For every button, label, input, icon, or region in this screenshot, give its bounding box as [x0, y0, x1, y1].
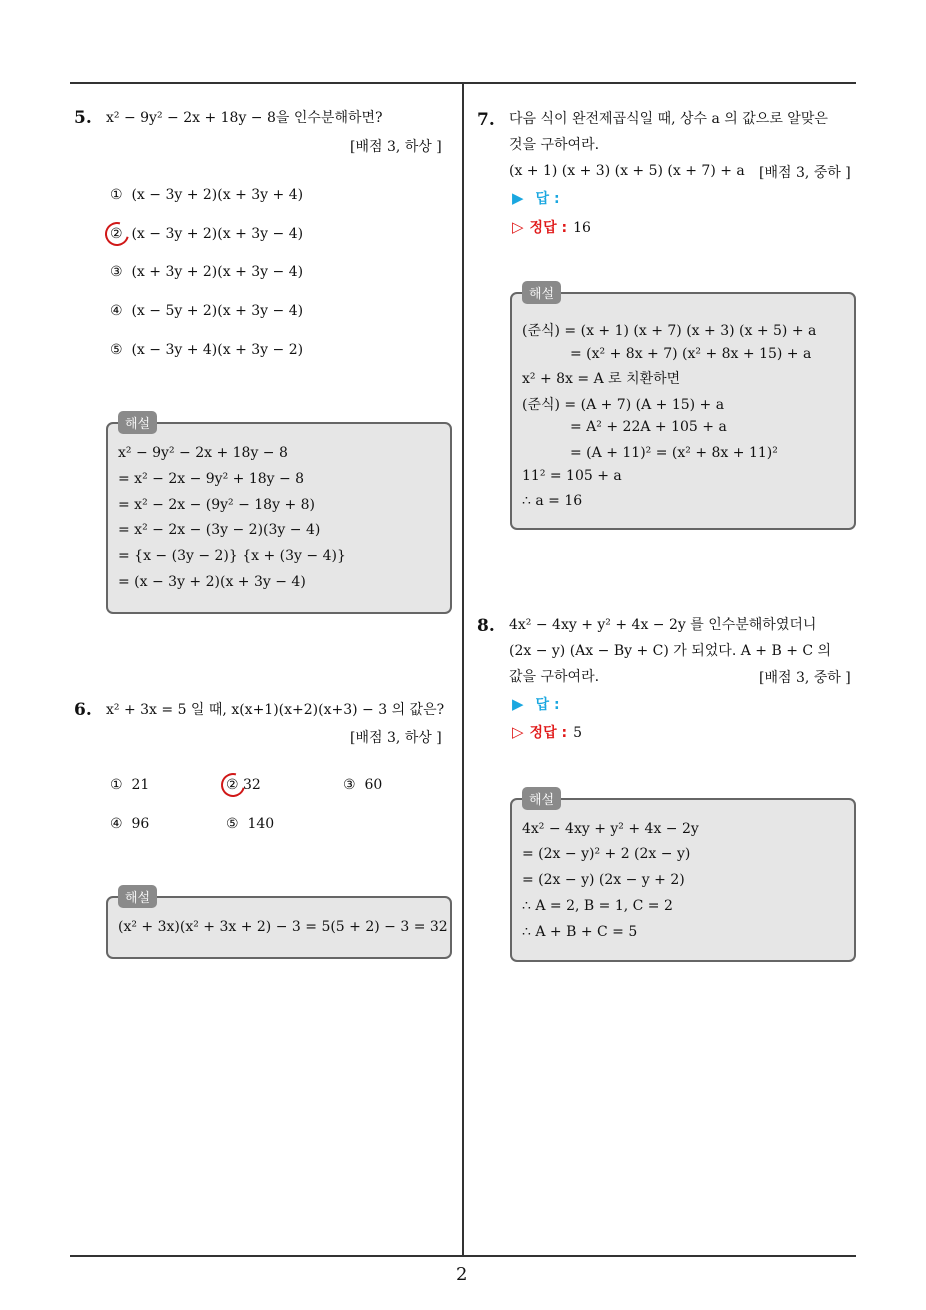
score-difficulty: [배점 3, 중하 ] [759, 670, 851, 686]
question-expression: (x + 1) (x + 3) (x + 5) (x + 7) + a [509, 163, 745, 179]
column-divider [462, 84, 464, 1256]
choice-mark: ③ [343, 777, 356, 793]
solution-line: 4x² − 4xy + y² + 4x − 2y [522, 821, 699, 837]
choice-5[interactable] [110, 342, 303, 358]
choice-text: (x − 3y + 4)(x + 3y − 2) [131, 342, 304, 358]
outline-triangle-icon: ▷ [512, 723, 524, 741]
question-number: 8. [477, 616, 495, 636]
choice-text: (x + 3y + 2)(x + 3y − 4) [131, 264, 304, 280]
choice-text: 21 [131, 777, 150, 793]
question-stem-line-3: 값을 구하여라. [509, 669, 600, 685]
choice-1[interactable] [110, 777, 149, 793]
solution-line: = {x − (3y − 2)} {x + (3y − 4)} [118, 548, 346, 564]
choice-mark: ⑤ [226, 816, 239, 832]
score-difficulty: [배점 3, 하상 ] [350, 139, 442, 155]
choice-text: (x − 5y + 2)(x + 3y − 4) [131, 303, 304, 319]
question-stem-line-1: 4x² − 4xy + y² + 4x − 2y 를 인수분해하였더니 [509, 617, 817, 633]
question-stem-line-1: 다음 식이 완전제곱식일 때, 상수 a 의 값으로 알맞은 [509, 111, 828, 127]
score-difficulty: [배점 3, 하상 ] [350, 730, 442, 746]
answer-row[interactable] [512, 694, 560, 714]
choice-5[interactable] [226, 816, 274, 832]
correct-label: 정답 : [529, 725, 568, 741]
solution-line: = (2x − y) (2x − y + 2) [522, 872, 685, 888]
choice-mark: ② [110, 226, 123, 242]
solution-line: x² − 9y² − 2x + 18y − 8 [118, 445, 288, 461]
answer-label: 답 : [535, 191, 560, 207]
question-number: 6. [74, 700, 92, 720]
choice-mark: ① [110, 187, 123, 203]
answer-row[interactable] [512, 188, 560, 208]
solution-line: = (x − 3y + 2)(x + 3y − 4) [118, 574, 306, 590]
choice-3[interactable] [110, 264, 303, 280]
choice-text: 140 [247, 816, 275, 832]
question-number: 7. [477, 110, 495, 130]
play-icon: ▶ [512, 189, 524, 207]
solution-line: ∴ A + B + C = 5 [522, 924, 638, 940]
choice-text: (x − 3y + 2)(x + 3y − 4) [131, 226, 304, 242]
solution-line: (준식) = (x + 1) (x + 7) (x + 3) (x + 5) + a [522, 323, 817, 339]
choice-2[interactable] [226, 777, 261, 793]
question-stem-line-2: (2x − y) (Ax − By + C) 가 되었다. A + B + C 의 [509, 643, 832, 659]
solution-label: 해설 [522, 787, 561, 810]
solution-line: = x² − 2x − (3y − 2)(3y − 4) [118, 522, 321, 538]
choice-mark: ⑤ [110, 342, 123, 358]
choice-mark: ④ [110, 816, 123, 832]
choice-text: 32 [243, 777, 261, 793]
choice-mark: ① [110, 777, 123, 793]
solution-line: = x² − 2x − 9y² + 18y − 8 [118, 471, 305, 487]
bottom-rule [70, 1255, 856, 1257]
question-stem: x² − 9y² − 2x + 18y − 8을 인수분해하면? [106, 110, 383, 126]
choice-2[interactable] [110, 226, 303, 242]
choice-mark: ② [226, 777, 239, 793]
solution-line: x² + 8x = A 로 치환하면 [522, 371, 681, 387]
correct-answer-row [512, 722, 582, 742]
answer-label: 답 : [535, 697, 560, 713]
question-stem: x² + 3x = 5 일 때, x(x+1)(x+2)(x+3) − 3 의 값은? [106, 702, 445, 718]
solution-line: = (x² + 8x + 7) (x² + 8x + 15) + a [570, 346, 812, 362]
solution-line: = x² − 2x − (9y² − 18y + 8) [118, 497, 315, 513]
solution-label: 해설 [118, 885, 157, 908]
choice-text: (x − 3y + 2)(x + 3y + 4) [131, 187, 304, 203]
choice-1[interactable] [110, 187, 303, 203]
correct-value: 16 [573, 220, 591, 236]
choice-text: 60 [364, 777, 383, 793]
solution-line: 11² = 105 + a [522, 468, 622, 484]
page-number: 2 [456, 1264, 468, 1285]
solution-line: (x² + 3x)(x² + 3x + 2) − 3 = 5(5 + 2) − 3 = 32 [118, 919, 448, 935]
choice-4[interactable] [110, 303, 303, 319]
question-number: 5. [74, 108, 92, 128]
choice-mark: ③ [110, 264, 123, 280]
solution-line: = (A + 11)² = (x² + 8x + 11)² [570, 445, 778, 461]
outline-triangle-icon: ▷ [512, 218, 524, 236]
choice-text: 96 [131, 816, 150, 832]
choice-3[interactable] [343, 777, 382, 793]
choice-4[interactable] [110, 816, 149, 832]
solution-label: 해설 [118, 411, 157, 434]
play-icon: ▶ [512, 695, 524, 713]
solution-line: = A² + 22A + 105 + a [570, 419, 727, 435]
solution-label: 해설 [522, 281, 561, 304]
choice-mark: ④ [110, 303, 123, 319]
solution-line: (준식) = (A + 7) (A + 15) + a [522, 397, 725, 413]
correct-value: 5 [573, 725, 582, 741]
solution-line: = (2x − y)² + 2 (2x − y) [522, 846, 691, 862]
score-difficulty: [배점 3, 중하 ] [759, 165, 851, 181]
solution-line: ∴ A = 2, B = 1, C = 2 [522, 898, 673, 914]
question-stem-line-2: 것을 구하여라. [509, 137, 600, 153]
correct-label: 정답 : [529, 220, 568, 236]
correct-answer-row [512, 217, 591, 237]
solution-line: ∴ a = 16 [522, 493, 583, 509]
